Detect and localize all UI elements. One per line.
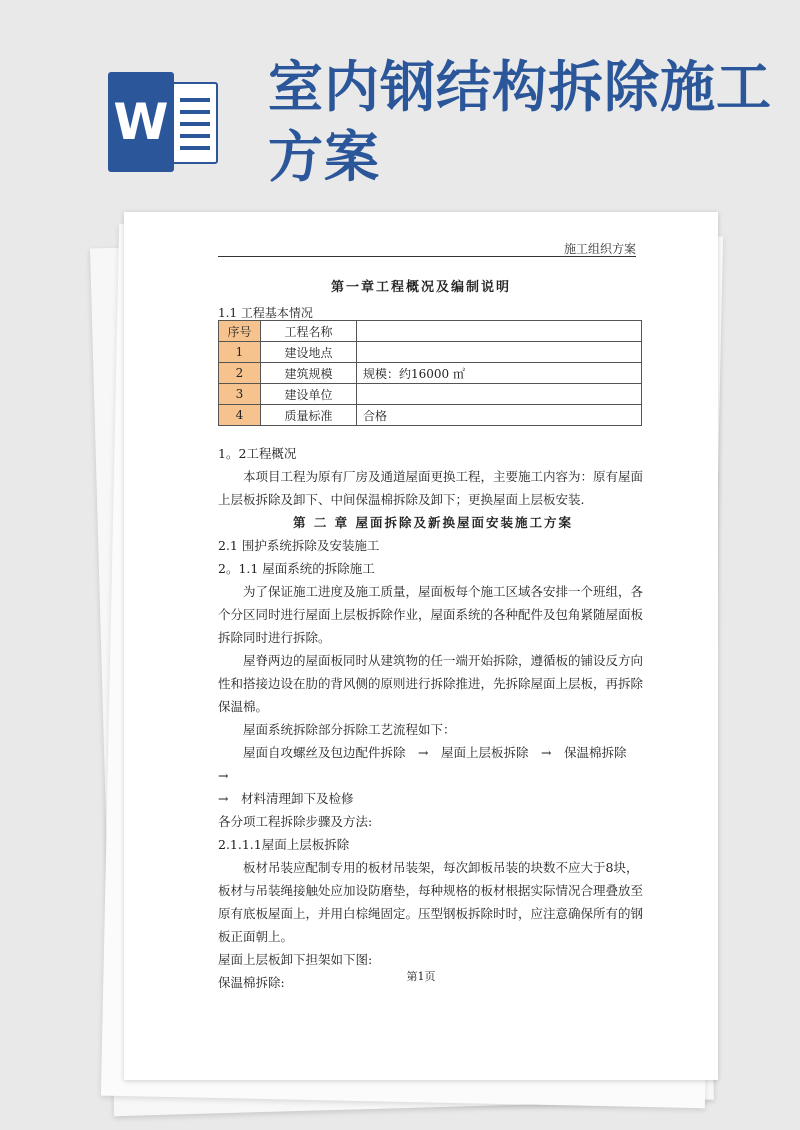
chapter-1-title: 第一章工程概况及编制说明 — [330, 280, 511, 295]
table-cell-num: 3 — [219, 384, 261, 405]
paragraph-5: 板材吊装应配制专用的板材吊装架，每次卸板吊装的块数不应大于8块，板材与吊装绳接触处应加设防磨垫，每种规格的板材根据实际情况合理叠放至原有底板屋面上，并用白棕绳固定。压型钢板拆除时时，应注意确保所有的钢板正面朝上。 — [218, 860, 644, 944]
chapter-2-title: 第 二 章 屋面拆除及新换屋面安装施工方案 — [292, 515, 574, 530]
word-badge: W — [108, 72, 174, 172]
project-info-table — [218, 320, 642, 426]
paragraph-2: 屋脊两边的屋面板同时从建筑物的任一端开始拆除，遵循板的铺设反方向性和搭接边设在肋的背风侧的原则进行拆除推进，先拆除屋面上层板，再拆除保温棉。 — [218, 653, 644, 714]
table-cell-label: 建设单位 — [261, 384, 357, 405]
table-cell-value — [357, 384, 642, 405]
document-body — [218, 442, 648, 994]
table-cell-label: 建设地点 — [261, 342, 357, 363]
banner-title: 室内钢结构拆除施工方案 — [268, 55, 773, 189]
section-1-1-heading: 1.1 工程基本情况 — [218, 306, 313, 320]
page-header: 施工组织方案 — [563, 242, 636, 256]
table-cell-label: 工程名称 — [261, 321, 357, 342]
table-cell-num: 2 — [219, 363, 261, 384]
flow-line-1: 屋面自攻螺丝及包边配件拆除 → 屋面上层板拆除 → 保温棉拆除 → — [218, 745, 639, 783]
flow-line-2: → 材料清理卸下及检修 — [218, 791, 354, 806]
header-divider — [218, 256, 636, 257]
paragraph-4: 各分项工程拆除步骤及方法: — [218, 814, 373, 829]
section-2-1-1-heading: 2。1.1 屋面系统的拆除施工 — [218, 561, 375, 576]
table-row — [219, 321, 642, 342]
section-2-1-1-1-heading: 2.1.1.1屋面上层板拆除 — [218, 837, 350, 852]
paragraph-3: 屋面系统拆除部分拆除工艺流程如下： — [243, 722, 456, 737]
table-cell-num: 4 — [219, 405, 261, 426]
word-logo — [108, 72, 220, 172]
table-cell-num: 序号 — [219, 321, 261, 342]
table-cell-value — [357, 321, 642, 342]
paragraph-6: 屋面上层板卸下担架如下图: — [218, 952, 373, 967]
table-row — [219, 405, 642, 426]
section-2-1-heading: 2.1 围护系统拆除及安装施工 — [218, 538, 380, 553]
paragraph-7: 保温棉拆除: — [218, 975, 285, 990]
table-row — [219, 342, 642, 363]
table-cell-label: 建筑规模 — [261, 363, 357, 384]
paragraph-overview: 本项目工程为原有厂房及通道屋面更换工程，主要施工内容为：原有屋面上层板拆除及卸下、中间保温棉拆除及卸下；更换屋面上层板安装. — [218, 469, 644, 507]
table-cell-num: 1 — [219, 342, 261, 363]
table-cell-value: 合格 — [357, 405, 642, 426]
table-cell-value — [357, 342, 642, 363]
paragraph-1: 为了保证施工进度及施工质量，屋面板每个施工区域各安排一个班组，各个分区同时进行屋面上层板拆除作业，屋面系统的各种配件及包角紧随屋面板拆除同时进行拆除。 — [218, 584, 644, 645]
table-row — [219, 363, 642, 384]
table-row — [219, 384, 642, 405]
section-1-2-heading: 1。2工程概况 — [218, 446, 297, 461]
page-footer: 第1页 — [406, 970, 436, 983]
table-cell-label: 质量标准 — [261, 405, 357, 426]
table-cell-value: 规模：约16000 ㎡ — [357, 363, 642, 384]
document-page — [124, 212, 718, 1080]
